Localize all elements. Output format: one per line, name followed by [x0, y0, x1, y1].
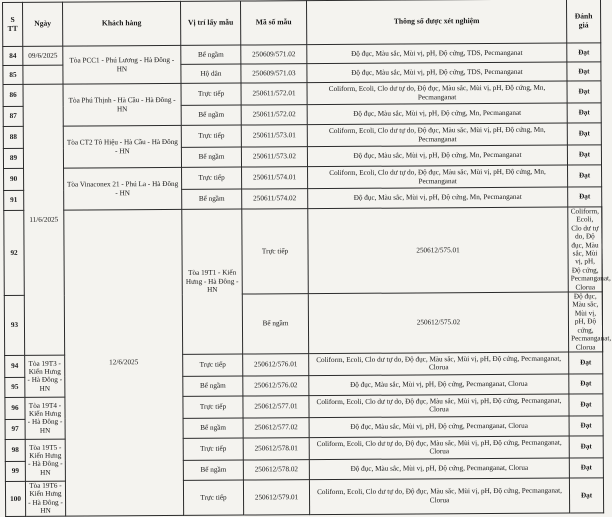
row-stt: 92: [4, 210, 25, 295]
row-sample-code: 250611/573.02: [241, 147, 307, 167]
row-stt: 99: [5, 461, 25, 481]
row-parameters: Độ đục, Màu sắc, Mùi vị, pH, Độ cứng, Pecmanganat, Clorua: [309, 458, 569, 480]
row-location: Trực tiếp: [183, 438, 243, 460]
row-parameters: Độ đục, Màu sắc, Mùi vị, pH, Độ cứng, Mn, Pecmanganat: [307, 145, 567, 167]
row-parameters: Độ đục, Màu sắc, Mùi vị, pH, Độ cứng, Mn, Pecmanganat: [307, 103, 567, 125]
row-sample-code: 250611/573.01: [241, 125, 307, 147]
table-row: [4, 207, 603, 296]
row-sample-code: 250609/571.03: [241, 64, 307, 83]
row-stt: 90: [4, 168, 24, 190]
row-location: Trực tiếp: [242, 209, 309, 294]
row-stt: 98: [5, 439, 25, 461]
row-stt: 86: [3, 84, 23, 106]
row-stt: 89: [3, 148, 23, 168]
row-location: Trực tiếp: [183, 354, 243, 376]
row-customer: Tòa 19T5 - Kiến Hưng - Hà Đông - HN: [25, 439, 65, 481]
row-assessment: Đạt: [567, 43, 601, 62]
header-sample-code: Mã số mẫu: [240, 1, 306, 45]
row-location: Bể ngầm: [182, 189, 242, 209]
row-customer: Tòa CT2 Tô Hiệu - Hà Cầu - Hà Đông - HN: [63, 125, 181, 168]
row-assessment: Đạt: [569, 352, 603, 374]
row-sample-code: 250611/574.01: [242, 167, 308, 189]
row-assessment: Đạt: [568, 187, 602, 207]
row-parameters: Coliform, Ecoli, Clo dư tự do, Độ đục, Màu sắc, Mùi vị, pH, Độ cứng, Pecmanganat, Clorua: [309, 352, 569, 376]
row-location: Bể ngầm: [183, 376, 243, 396]
row-parameters: Coliform, Ecoli, Clo dư tự do, Độ đục, Màu sắc, Mùi vị, pH, Độ cứng, Mn, Pecmanganat: [307, 123, 567, 147]
row-assessment: Đạt: [569, 458, 603, 478]
row-location: Trực tiếp: [181, 83, 241, 105]
row-assessment: Đạt: [569, 416, 603, 436]
row-stt: 85: [3, 65, 23, 84]
results-table: [2, 0, 604, 517]
row-date: 11/6/2025: [23, 84, 65, 355]
row-sample-code: 250612/575.01: [308, 207, 569, 294]
row-location: Hộ dân: [181, 64, 241, 83]
row-sample-code: 250612/576.02: [243, 376, 309, 396]
row-parameters: Độ đục, Màu sắc, Mùi vị, pH, Độ cứng, Mn, Pecmanganat: [308, 187, 568, 209]
header-customer: Khách hàng: [63, 1, 181, 46]
row-assessment: Đạt: [567, 81, 601, 103]
row-assessment: Đạt: [567, 145, 601, 165]
row-location: Trực tiếp: [183, 396, 243, 418]
row-customer: Tòa 19T1 - Kiến Hưng - Hà Đông - HN: [182, 209, 243, 354]
row-stt: 88: [3, 126, 23, 148]
row-customer: Tòa 19T3 - Kiến Hưng - Hà Đông - HN: [25, 355, 65, 397]
row-stt: 84: [3, 46, 23, 65]
row-stt: 93: [4, 295, 24, 355]
row-sample-code: 250612/578.01: [243, 438, 309, 460]
row-sample-code: 250611/574.02: [242, 189, 308, 209]
row-customer: Tòa Phú Thịnh - Hà Cầu - Hà Đông - HN: [63, 83, 181, 126]
row-assessment: Đạt: [569, 436, 603, 458]
row-sample-code: 250612/578.02: [243, 460, 309, 480]
row-date-empty: [23, 65, 63, 84]
row-parameters: Coliform, Ecoli, Clo dư tự do, Độ đục, Màu sắc, Mùi vị, pH, Độ cứng, Pecmanganat, Clorua: [309, 394, 569, 418]
row-parameters: Độ đục, Màu sắc, Mùi vị, pH, Độ cứng, Pecmanganat, Clorua: [309, 416, 569, 438]
row-sample-code: 250611/572.02: [241, 105, 307, 125]
row-parameters: Độ đục, Màu sắc, Mùi vị, pH, Độ cứng, Pecmanganat, Clorua: [568, 292, 602, 352]
row-sample-code: 250612/577.01: [243, 396, 309, 418]
row-assessment: Đạt: [567, 103, 601, 123]
row-location: Bể ngầm: [183, 460, 243, 480]
row-location: Trực tiếp: [182, 167, 242, 189]
row-parameters: Coliform, Ecoli, Clo dư tự do, Độ đục, Màu sắc, Mùi vị, pH, Độ cứng, Pecmanganat, Clorua: [309, 478, 569, 514]
row-location: Bể ngầm: [181, 105, 241, 125]
row-sample-code: 250609/571.02: [241, 45, 307, 64]
row-sample-code: 250612/576.01: [243, 354, 309, 376]
row-assessment: Đạt: [569, 374, 603, 394]
row-assessment: Đạt: [569, 478, 603, 513]
row-stt: 96: [5, 397, 25, 419]
row-parameters: Coliform, Ecoli, Clo dư tự do, Độ đục, Màu sắc, Mùi vị, pH, Độ cứng, Mn, Pecmanganat: [307, 81, 567, 105]
row-sample-code: 250611/572.01: [241, 83, 307, 105]
row-location: Bể ngầm: [181, 147, 241, 167]
row-parameters: Độ đục, Màu sắc, Mùi vị, pH, Độ cứng, TDS, Pecmanganat: [307, 43, 567, 64]
row-location: Trực tiếp: [181, 125, 241, 147]
row-location: Trực tiếp: [183, 480, 243, 515]
row-sample-code: 250612/579.01: [243, 480, 309, 515]
row-stt: 97: [5, 419, 25, 439]
header-assessment: Đánh giá: [566, 0, 600, 43]
row-sample-code: 250612/575.02: [308, 292, 568, 353]
row-date: 12/6/2025: [64, 209, 184, 515]
row-customer: Tòa PCC1 - Phú Lương - Hà Đông - HN: [63, 45, 181, 84]
row-parameters: Coliform, Ecoli, Clo dư tự do, Độ đục, Màu sắc, Mùi vị, pH, Độ cứng, Pecmanganat, Clorua: [309, 436, 569, 460]
row-stt: 94: [5, 355, 25, 377]
row-date: 09/6/2025: [23, 46, 63, 65]
row-stt: 87: [3, 106, 23, 126]
row-stt: 100: [5, 481, 25, 516]
row-parameters: Coliform, Ecoli, Clo dư tự do, Độ đục, Màu sắc, Mùi vị, pH, Độ cứng, Mn, Pecmanganat: [308, 165, 568, 189]
header-row: [3, 0, 601, 46]
row-location: Bể ngầm: [183, 418, 243, 438]
row-assessment: Đạt: [567, 123, 601, 145]
row-sample-code: 250612/577.02: [243, 418, 309, 438]
row-customer: Tòa Vinaconex 21 - Phú La - Hà Đông - HN: [64, 167, 182, 210]
header-date: Ngày: [23, 2, 63, 46]
row-parameters: Độ đục, Màu sắc, Mùi vị, pH, Độ cứng, TDS, Pecmanganat: [307, 62, 567, 83]
row-stt: 91: [4, 190, 24, 210]
row-stt: 95: [5, 377, 25, 397]
row-parameters: Độ đục, Màu sắc, Mùi vị, pH, Độ cứng, Pecmanganat, Clorua: [309, 374, 569, 396]
row-location: Bể ngầm: [181, 45, 241, 64]
header-location: Vị trí lấy mẫu: [180, 1, 240, 45]
row-customer: Tòa 19T6 - Kiến Hưng - Hà Đông - HN: [25, 481, 65, 516]
row-location: Bể ngầm: [242, 294, 308, 354]
header-stt: S TT: [3, 2, 23, 46]
row-assessment: Đạt: [569, 394, 603, 416]
row-assessment: Đạt: [568, 165, 602, 187]
row-customer: Tòa 19T4 - Kiến Hưng - Hà Đông - HN: [25, 397, 65, 439]
row-assessment: Đạt: [567, 62, 601, 81]
header-parameters: Thông số được xét nghiệm: [306, 0, 566, 45]
row-parameters: Coliform, Ecoli, Clo dư tự do, Độ đục, Màu sắc, Mùi vị, pH, Độ cứng, Pecmanganat, Clorua: [568, 207, 603, 292]
